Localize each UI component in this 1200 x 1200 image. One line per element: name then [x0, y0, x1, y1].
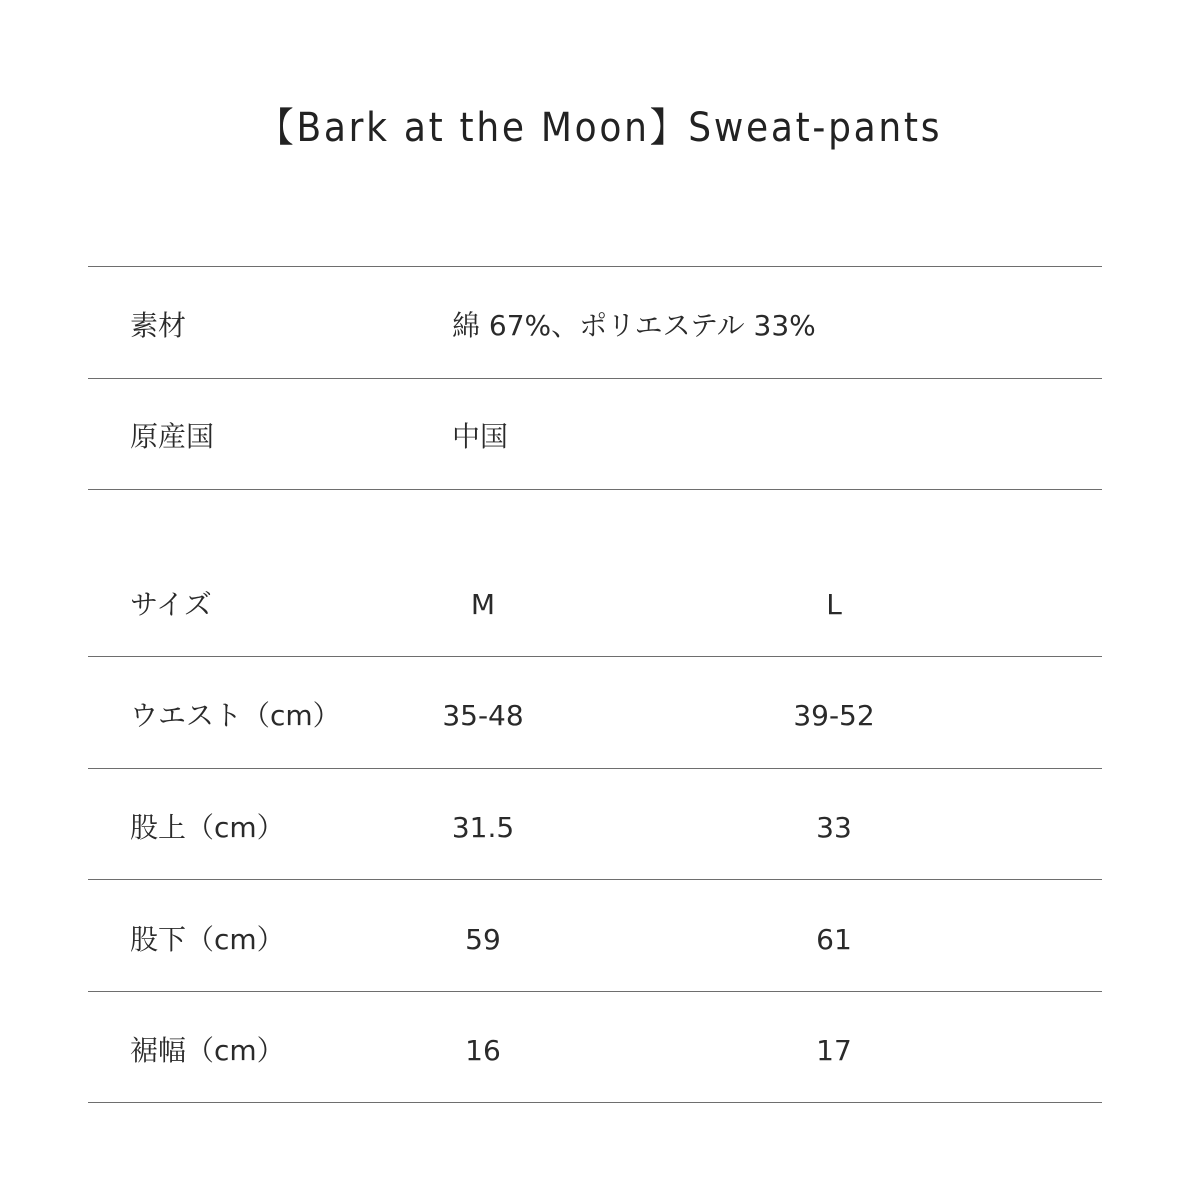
row-label-hem-width: 裾幅（cm） [130, 1034, 285, 1067]
row-label-inseam: 股下（cm） [130, 923, 285, 956]
rise-m: 31.5 [451, 811, 515, 844]
size-header-label: サイズ [130, 588, 212, 621]
product-title: 【Bark at the Moon】Sweat-pants [257, 105, 943, 151]
rise-l: 33 [816, 811, 852, 844]
origin-value: 中国 [452, 420, 509, 453]
row-label-waist: ウエスト（cm） [130, 699, 341, 732]
origin-label: 原産国 [130, 420, 215, 453]
waist-m: 35-48 [442, 699, 524, 732]
size-header-m: M [470, 588, 496, 621]
divider [88, 768, 1102, 769]
divider [88, 1102, 1102, 1103]
hem-width-m: 16 [465, 1034, 501, 1067]
material-value: 綿 67%、ポリエステル 33% [452, 309, 816, 342]
waist-l: 39-52 [793, 699, 875, 732]
divider [88, 656, 1102, 657]
divider [88, 991, 1102, 992]
row-label-rise: 股上（cm） [130, 811, 285, 844]
size-header-l: L [826, 588, 842, 621]
inseam-m: 59 [465, 923, 501, 956]
material-label: 素材 [130, 309, 187, 342]
divider [88, 879, 1102, 880]
divider [88, 378, 1102, 379]
divider [88, 266, 1102, 267]
divider [88, 489, 1102, 490]
hem-width-l: 17 [816, 1034, 852, 1067]
inseam-l: 61 [816, 923, 852, 956]
